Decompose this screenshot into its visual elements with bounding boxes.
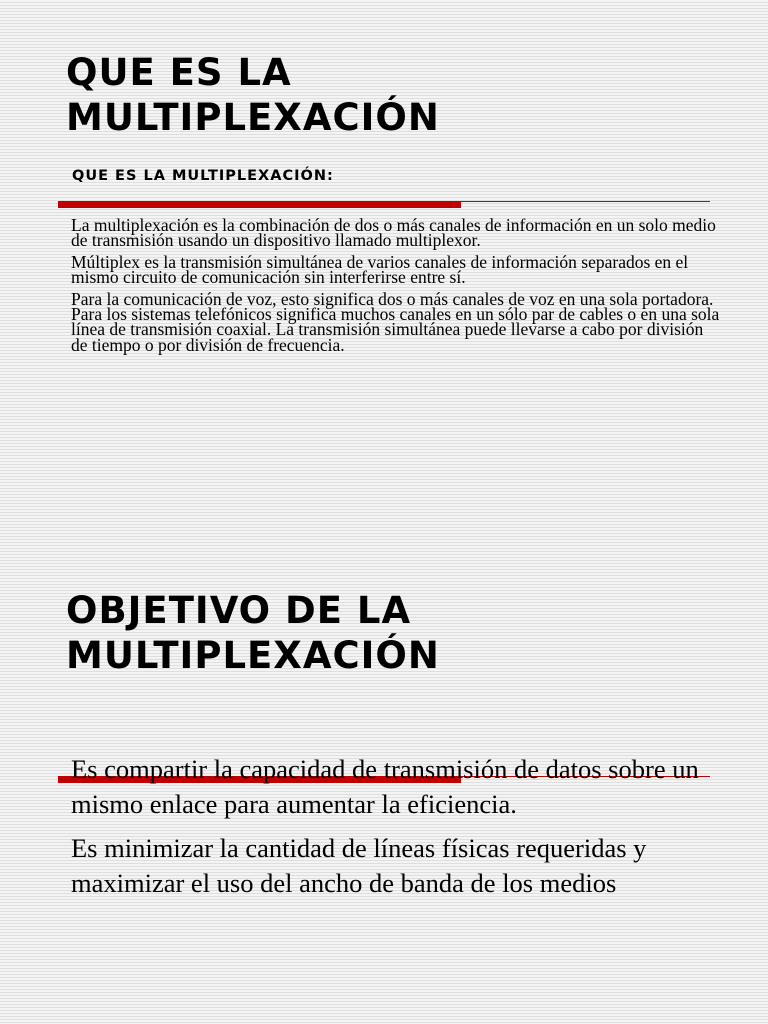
slide-1-title	[66, 50, 440, 140]
paragraph: Múltiplex es la transmisión simultánea de varios canales de información separados en el mismo circuito de comunicación sin interferirse entre sí.	[71, 251, 689, 288]
slide-1-body	[71, 215, 721, 359]
slide-2	[0, 512, 768, 1024]
slide-1-subheading: QUE ES LA MULTIPLEXACIÓN:	[72, 168, 334, 184]
divider-accent	[58, 201, 461, 208]
slide-1-title-line-2: MULTIPLEXACIÓN	[66, 96, 440, 139]
slide-2-title	[66, 588, 440, 678]
paragraph: Para la comunicación de voz, esto significa dos o más canales de voz en una sola portadora. Para los sistemas telefónicos significa muchos canales en un sólo par de cables o en una sola línea de transmisión coaxial. La transmisión simultánea puede llevarse a cabo por división de tiempo o por división de frecuencia.	[71, 288, 720, 355]
paragraph: Es minimizar la cantidad de líneas físicas requeridas y maximizar el uso del ancho de banda de los medios	[71, 833, 647, 898]
slide-2-title-line-2: MULTIPLEXACIÓN	[66, 634, 440, 677]
slide-2-body	[71, 752, 731, 910]
paragraph: Es compartir la capacidad de transmisión de datos sobre un mismo enlace para aumentar la eficiencia.	[71, 754, 699, 819]
slide-1-title-line-1: QUE ES LA	[66, 51, 292, 94]
paragraph: La multiplexación es la combinación de dos o más canales de información en un solo medio de transmisión usando un dispositivo llamado multiplexor.	[71, 215, 716, 251]
slide-2-title-line-1: OBJETIVO DE LA	[66, 589, 412, 632]
